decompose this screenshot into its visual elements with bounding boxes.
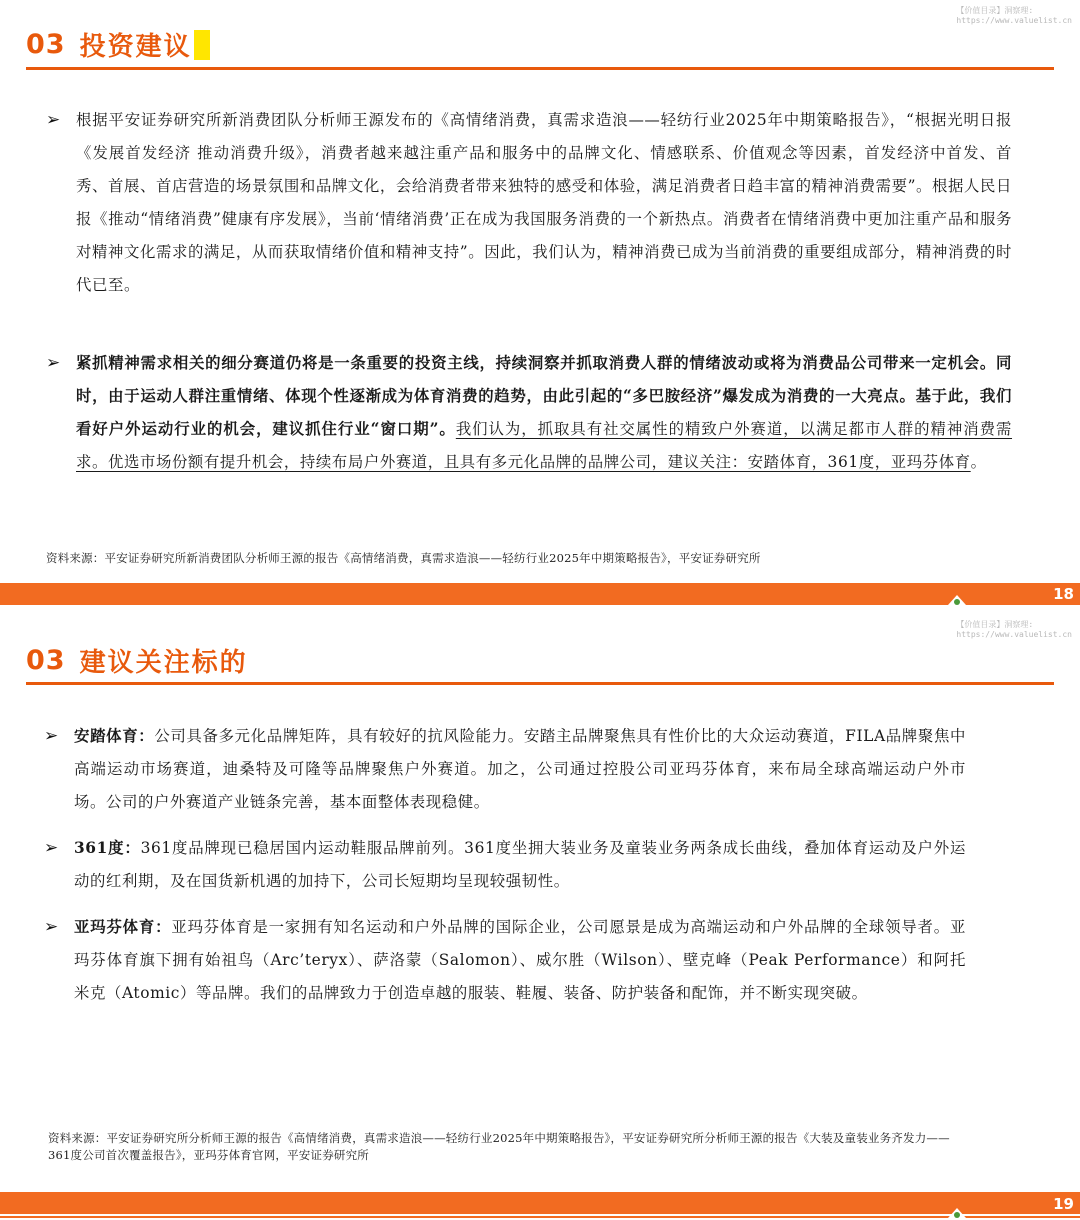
stock-item-amer-sports: [44, 911, 966, 1010]
section-title: 投资建议: [79, 32, 192, 62]
underlined-recommendation: 我们认为，抓取具有社交属性的精致户外赛道，以满足都市人群的精神消费需求。优选市场份额有提升机会，持续布局户外赛道，且具有多元化品牌的品牌公司，建议关注：安踏体育，361度，亚玛芬体育: [76, 420, 1013, 471]
stock-text: [74, 832, 966, 898]
bullet-text: 根据平安证券研究所新消费团队分析师王源发布的《高情绪消费，真需求造浪——轻纺行业2025年中期策略报告》，“根据光明日报《发展首发经济 推动消费升级》，消费者越来越注重产品和服务中的品牌文化、情感联系、价值观念等因素，首发经济中首发、首秀、首展、首店营造的场景氛围和品牌文化，会给消费者带来独特的感受和体验，满足消费者日趋丰富的精神消费需要”。根据人民日报《推动“情绪消费”健康有序发展》，当前‘情绪消费’正在成为我国服务消费的一个新热点。消费者在情绪消费中更加注重产品和服务对精神文化需求的满足，从而获取情绪价值和精神支持”。因此，我们认为，精神消费已成为当前消费的重要组成部分，精神消费的时代已至。: [76, 111, 1012, 294]
stock-name: 亚玛芬体育: [74, 918, 156, 936]
stock-text: [74, 911, 966, 1010]
text-cursor-highlight: [194, 30, 210, 60]
stock-description: 公司具备多元化品牌矩阵，具有较好的抗风险能力。安踏主品牌聚焦具有性价比的大众运动赛道，FILA品牌聚焦中高端运动市场赛道，迪桑特及可隆等品牌聚焦户外赛道。加之，公司通过控股公司亚玛芬体育，来布局全球高端运动户外市场。公司的户外赛道产业链条完善，基本面整体表现稳健。: [74, 727, 966, 811]
arrow-bullet-icon: ➢: [46, 353, 61, 373]
page-number: 18: [1053, 585, 1074, 603]
section-number: 03: [26, 29, 66, 60]
bullet-text: [76, 347, 1012, 479]
arrow-bullet-icon: ➢: [44, 726, 59, 746]
section-heading: [26, 26, 210, 63]
footer-logo-dot: [954, 599, 960, 605]
stock-item-361: [44, 832, 966, 898]
watermark-line1: 【价值目录】洞察理:: [956, 620, 1034, 629]
section-title: 建议关注标的: [79, 648, 248, 678]
stock-name-separator: ：: [155, 918, 172, 936]
arrow-bullet-icon: ➢: [44, 917, 59, 937]
stock-description: 亚玛芬体育是一家拥有知名运动和户外品牌的国际企业，公司愿景是成为高端运动和户外品牌的全球领导者。亚玛芬体育旗下拥有始祖鸟（Arc’teryx）、萨洛蒙（Salomon）、威尔胜（Wilson）、壁克峰（Peak Performance）和阿托米克（Atomic）等品牌。我们的品牌致力于创造卓越的服装、鞋履、装备、防护装备和配饰，并不断实现突破。: [74, 918, 966, 1002]
stock-name: 安踏体育: [74, 727, 139, 745]
footer-logo-dot: [954, 1212, 960, 1218]
arrow-bullet-icon: ➢: [46, 110, 61, 130]
stock-text: [74, 720, 966, 819]
watermark-line2: https://www.valuelist.cn: [956, 16, 1072, 25]
bold-thesis-text: 紧抓精神需求相关的细分赛道仍将是一条重要的投资主线，持续洞察并抓取消费人群的情绪波动或将为消费品公司带来一定机会。同时，由于运动人群注重情绪、体现个性逐渐成为体育消费的趋势，由此引起的“多巴胺经济”爆发成为消费的一大亮点。基于此，我们看好户外运动行业的机会，建议抓住行业“窗口期”。: [76, 354, 1012, 438]
title-divider: [26, 682, 1054, 685]
source-note: 资料来源：平安证券研究所分析师王源的报告《高情绪消费，真需求造浪——轻纺行业2025年中期策略报告》，平安证券研究所分析师王源的报告《大装及童装业务齐发力——361度公司首次覆盖报告》，亚玛芬体育官网，平安证券研究所: [48, 1131, 950, 1162]
watermark: [956, 6, 1072, 26]
stock-item-anta: [44, 720, 966, 819]
page-number: 19: [1053, 1195, 1074, 1213]
source-note: 资料来源：平安证券研究所新消费团队分析师王源的报告《高情绪消费，真需求造浪——轻纺行业2025年中期策略报告》，平安证券研究所: [46, 551, 761, 565]
section-heading: [26, 642, 248, 679]
footer-band: [0, 583, 1080, 605]
stock-name-separator: ：: [138, 727, 155, 745]
watermark-line1: 【价值目录】洞察理:: [956, 6, 1034, 15]
watermark-line2: https://www.valuelist.cn: [956, 630, 1072, 639]
stock-name-separator: ：: [124, 839, 141, 857]
watermark: [956, 620, 1072, 640]
footer-underline: [0, 1216, 1080, 1218]
title-divider: [26, 67, 1054, 70]
section-number: 03: [26, 645, 66, 676]
stock-description: 361度品牌现已稳居国内运动鞋服品牌前列。361度坐拥大装业务及童装业务两条成长曲线，叠加体育运动及户外运动的红利期，及在国货新机遇的加持下，公司长短期均呈现较强韧性。: [74, 839, 966, 890]
footer-band: [0, 1192, 1080, 1214]
arrow-bullet-icon: ➢: [44, 838, 59, 858]
bullet-item-investment-thesis: [46, 347, 1012, 479]
stock-name: 361度: [74, 839, 125, 857]
bullet-item-consumption-trend: [46, 104, 1012, 302]
sentence-end: 。: [970, 453, 987, 471]
slide-investment-advice: [0, 0, 1080, 605]
slide-recommended-stocks: [0, 612, 1080, 1220]
